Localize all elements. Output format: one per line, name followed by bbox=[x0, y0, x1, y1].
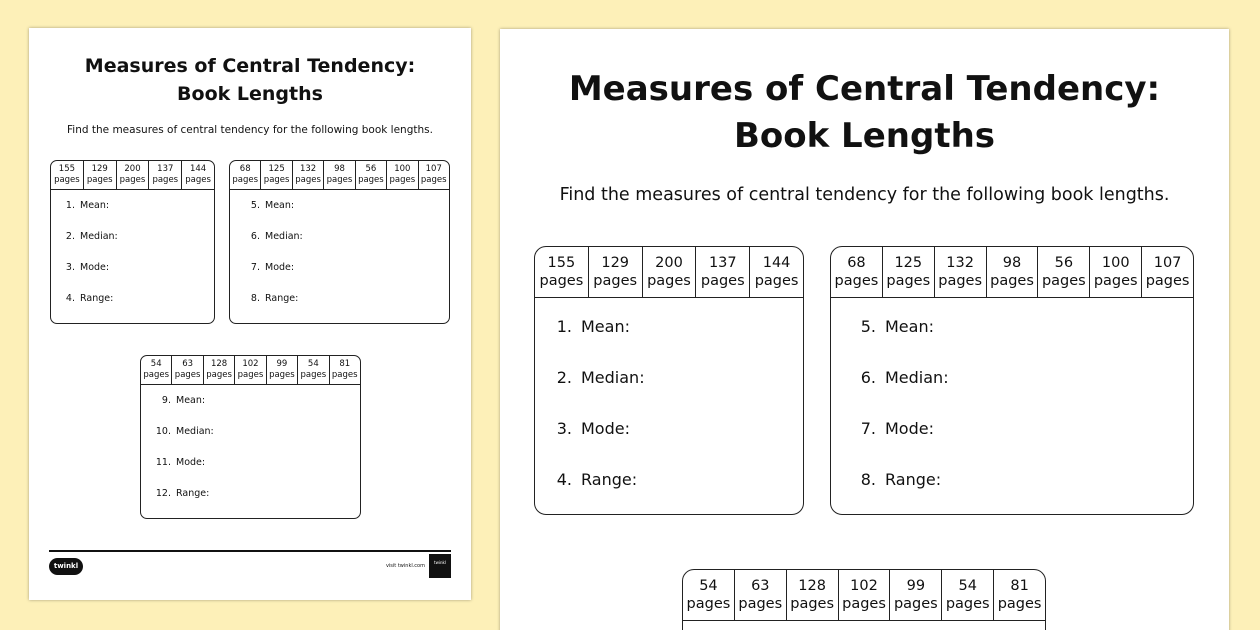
page-value: 107 bbox=[425, 164, 442, 174]
value-cell bbox=[696, 247, 750, 297]
page-unit: pages bbox=[997, 596, 1042, 612]
question-number: 8. bbox=[860, 470, 876, 489]
instructions: Find the measures of central tendency for the following book lengths. bbox=[67, 124, 433, 136]
value-cell bbox=[1038, 247, 1090, 297]
question-item bbox=[155, 395, 360, 426]
question-item bbox=[547, 317, 803, 368]
value-cell bbox=[387, 161, 418, 189]
values-row bbox=[683, 570, 1045, 621]
question-item bbox=[59, 262, 214, 293]
question-item bbox=[59, 200, 214, 231]
page-unit: pages bbox=[754, 273, 799, 289]
value-cell bbox=[204, 356, 235, 384]
page-unit: pages bbox=[990, 273, 1034, 289]
question-number: 11. bbox=[155, 457, 171, 468]
question-list bbox=[141, 385, 360, 519]
footer-url: visit twinkl.com bbox=[385, 563, 425, 569]
value-cell bbox=[172, 356, 203, 384]
page-unit: pages bbox=[420, 175, 447, 185]
twinkl-badge-icon: twinkl bbox=[429, 554, 451, 578]
page-unit: pages bbox=[842, 596, 886, 612]
value-cell bbox=[117, 161, 150, 189]
worksheet-title bbox=[29, 52, 471, 108]
question-label: Mode: bbox=[265, 262, 295, 273]
question-label: Mean: bbox=[176, 395, 206, 406]
worksheet-preview[interactable] bbox=[500, 29, 1229, 630]
page-unit: pages bbox=[945, 596, 990, 612]
page-value: 128 bbox=[798, 578, 826, 594]
question-number: 12. bbox=[155, 488, 171, 499]
value-cell bbox=[1142, 247, 1193, 297]
question-label: Mean: bbox=[265, 200, 295, 211]
value-cell bbox=[883, 247, 935, 297]
page-unit: pages bbox=[647, 273, 691, 289]
value-cell bbox=[419, 161, 449, 189]
page-value: 100 bbox=[1101, 255, 1130, 271]
question-number: 6. bbox=[860, 368, 876, 387]
page-unit: pages bbox=[295, 175, 321, 185]
question-item bbox=[547, 368, 803, 419]
value-cell bbox=[935, 247, 987, 297]
question-number: 5. bbox=[250, 200, 260, 211]
page-unit: pages bbox=[152, 175, 179, 185]
question-list bbox=[230, 190, 449, 324]
page-value: 63 bbox=[182, 359, 194, 369]
page-value: 81 bbox=[339, 359, 351, 369]
page-value: 155 bbox=[547, 255, 576, 271]
question-set-3 bbox=[682, 569, 1046, 630]
title-line-1: Measures of Central Tendency: bbox=[84, 55, 416, 77]
question-label: Median: bbox=[885, 368, 949, 387]
page-unit: pages bbox=[686, 596, 731, 612]
page-unit: pages bbox=[119, 175, 146, 185]
page-unit: pages bbox=[185, 175, 211, 185]
question-label: Mode: bbox=[176, 457, 206, 468]
question-number: 1. bbox=[556, 317, 572, 336]
value-cell bbox=[51, 161, 84, 189]
page-value: 54 bbox=[958, 578, 977, 594]
page-unit: pages bbox=[834, 273, 879, 289]
value-cell bbox=[330, 356, 360, 384]
question-label: Median: bbox=[80, 231, 118, 242]
value-cell bbox=[839, 570, 891, 620]
page-unit: pages bbox=[232, 175, 259, 185]
page-unit: pages bbox=[263, 175, 290, 185]
question-item bbox=[851, 317, 1193, 368]
question-item bbox=[851, 419, 1193, 470]
instructions: Find the measures of central tendency for the following book lengths. bbox=[559, 185, 1170, 205]
page-value: 68 bbox=[239, 164, 251, 174]
page-value: 54 bbox=[307, 359, 319, 369]
value-cell bbox=[683, 570, 735, 620]
values-row bbox=[535, 247, 803, 298]
page-value: 200 bbox=[124, 164, 141, 174]
question-label: Mean: bbox=[581, 317, 630, 336]
page-value: 144 bbox=[189, 164, 207, 174]
question-label: Range: bbox=[176, 488, 210, 499]
page-unit: pages bbox=[331, 370, 358, 380]
value-cell bbox=[293, 161, 324, 189]
question-item bbox=[851, 368, 1193, 419]
question-label: Median: bbox=[581, 368, 645, 387]
page-value: 63 bbox=[751, 578, 770, 594]
value-cell bbox=[261, 161, 292, 189]
page-value: 137 bbox=[708, 255, 737, 271]
worksheet-thumbnail[interactable] bbox=[29, 28, 471, 600]
values-row bbox=[51, 161, 214, 190]
question-number: 4. bbox=[556, 470, 572, 489]
value-cell bbox=[787, 570, 839, 620]
question-number: 3. bbox=[556, 419, 572, 438]
question-item bbox=[244, 200, 449, 231]
page-value: 132 bbox=[299, 164, 317, 174]
page-value: 54 bbox=[699, 578, 718, 594]
page-unit: pages bbox=[893, 596, 938, 612]
value-cell bbox=[735, 570, 787, 620]
page-value: 137 bbox=[157, 164, 174, 174]
question-set-2 bbox=[229, 160, 450, 324]
page-value: 68 bbox=[847, 255, 866, 271]
page-value: 155 bbox=[58, 164, 76, 174]
page-value: 144 bbox=[762, 255, 791, 271]
worksheet-footer bbox=[49, 550, 451, 580]
question-item bbox=[59, 231, 214, 262]
question-number: 1. bbox=[65, 200, 75, 211]
page-value: 98 bbox=[334, 164, 345, 174]
question-list bbox=[51, 190, 214, 324]
page-value: 200 bbox=[655, 255, 683, 271]
value-cell bbox=[356, 161, 387, 189]
question-number: 4. bbox=[65, 293, 75, 304]
page-unit: pages bbox=[1145, 273, 1190, 289]
question-label: Range: bbox=[265, 293, 299, 304]
question-number: 7. bbox=[860, 419, 876, 438]
question-list bbox=[535, 298, 803, 521]
page-unit: pages bbox=[790, 596, 835, 612]
question-label: Range: bbox=[885, 470, 942, 489]
page-value: 132 bbox=[946, 255, 974, 271]
page-value: 107 bbox=[1153, 255, 1182, 271]
page-unit: pages bbox=[206, 370, 232, 380]
page-value: 99 bbox=[276, 359, 288, 369]
value-cell bbox=[750, 247, 803, 297]
values-row bbox=[831, 247, 1193, 298]
question-item bbox=[244, 262, 449, 293]
page-unit: pages bbox=[86, 175, 113, 185]
value-cell bbox=[230, 161, 261, 189]
question-label: Range: bbox=[581, 470, 638, 489]
page-unit: pages bbox=[143, 370, 170, 380]
value-cell bbox=[182, 161, 214, 189]
value-cell bbox=[141, 356, 172, 384]
question-label: Median: bbox=[176, 426, 214, 437]
page-unit: pages bbox=[358, 175, 384, 185]
page-value: 129 bbox=[601, 255, 630, 271]
question-label: Mean: bbox=[885, 317, 934, 336]
page-value: 56 bbox=[365, 164, 377, 174]
value-cell bbox=[994, 570, 1045, 620]
question-item bbox=[547, 419, 803, 470]
question-number: 9. bbox=[161, 395, 171, 406]
page-unit: pages bbox=[1041, 273, 1086, 289]
value-cell bbox=[1090, 247, 1142, 297]
question-label: Mode: bbox=[581, 419, 630, 438]
question-item bbox=[244, 293, 449, 324]
value-cell bbox=[831, 247, 883, 297]
value-cell bbox=[535, 247, 589, 297]
page-value: 99 bbox=[906, 578, 926, 594]
page-value: 102 bbox=[242, 359, 259, 369]
page-unit: pages bbox=[886, 273, 931, 289]
value-cell bbox=[643, 247, 697, 297]
question-number: 2. bbox=[65, 231, 75, 242]
page-unit: pages bbox=[326, 175, 353, 185]
page-unit: pages bbox=[1093, 273, 1138, 289]
page-value: 128 bbox=[210, 359, 228, 369]
page-value: 56 bbox=[1054, 255, 1074, 271]
value-cell bbox=[324, 161, 355, 189]
question-item bbox=[155, 426, 360, 457]
page-unit: pages bbox=[174, 370, 201, 380]
page-unit: pages bbox=[389, 175, 416, 185]
title-line-1: Measures of Central Tendency: bbox=[568, 69, 1161, 109]
page-value: 125 bbox=[268, 164, 285, 174]
question-set-1 bbox=[50, 160, 215, 324]
question-label: Range: bbox=[80, 293, 114, 304]
page-value: 125 bbox=[894, 255, 923, 271]
question-label: Mode: bbox=[80, 262, 110, 273]
value-cell bbox=[987, 247, 1039, 297]
page-unit: pages bbox=[539, 273, 584, 289]
page-unit: pages bbox=[237, 370, 264, 380]
page-value: 81 bbox=[1010, 578, 1029, 594]
title-line-2: Book Lengths bbox=[733, 116, 996, 156]
question-number: 10. bbox=[155, 426, 171, 437]
title-line-2: Book Lengths bbox=[177, 83, 323, 105]
page-unit: pages bbox=[269, 370, 295, 380]
question-label: Mean: bbox=[80, 200, 110, 211]
twinkl-logo: twinkl bbox=[49, 558, 83, 575]
question-number: 5. bbox=[860, 317, 876, 336]
value-cell bbox=[267, 356, 298, 384]
value-cell bbox=[84, 161, 117, 189]
page-value: 100 bbox=[394, 164, 411, 174]
question-number: 7. bbox=[250, 262, 260, 273]
value-cell bbox=[942, 570, 994, 620]
values-row bbox=[230, 161, 449, 190]
question-item bbox=[547, 470, 803, 521]
value-cell bbox=[298, 356, 329, 384]
question-item bbox=[155, 488, 360, 519]
question-set-2 bbox=[830, 246, 1194, 515]
value-cell bbox=[235, 356, 266, 384]
page-unit: pages bbox=[738, 596, 783, 612]
page-value: 54 bbox=[150, 359, 162, 369]
values-row bbox=[141, 356, 360, 385]
page-unit: pages bbox=[300, 370, 327, 380]
question-item bbox=[244, 231, 449, 262]
value-cell bbox=[149, 161, 182, 189]
question-label: Mode: bbox=[885, 419, 934, 438]
value-cell bbox=[890, 570, 942, 620]
page-value: 129 bbox=[91, 164, 108, 174]
page-unit: pages bbox=[700, 273, 745, 289]
question-list bbox=[831, 298, 1193, 521]
page-unit: pages bbox=[54, 175, 80, 185]
page-value: 98 bbox=[1002, 255, 1022, 271]
page-unit: pages bbox=[938, 273, 983, 289]
question-number: 6. bbox=[250, 231, 260, 242]
page-unit: pages bbox=[593, 273, 638, 289]
question-item bbox=[155, 457, 360, 488]
question-label: Median: bbox=[265, 231, 303, 242]
question-number: 2. bbox=[556, 368, 572, 387]
question-set-1 bbox=[534, 246, 804, 515]
question-item bbox=[851, 470, 1193, 521]
question-set-3 bbox=[140, 355, 361, 519]
value-cell bbox=[589, 247, 643, 297]
question-number: 8. bbox=[250, 293, 260, 304]
page-value: 102 bbox=[850, 578, 878, 594]
question-number: 3. bbox=[65, 262, 75, 273]
question-item bbox=[59, 293, 214, 324]
worksheet-title bbox=[500, 66, 1229, 160]
